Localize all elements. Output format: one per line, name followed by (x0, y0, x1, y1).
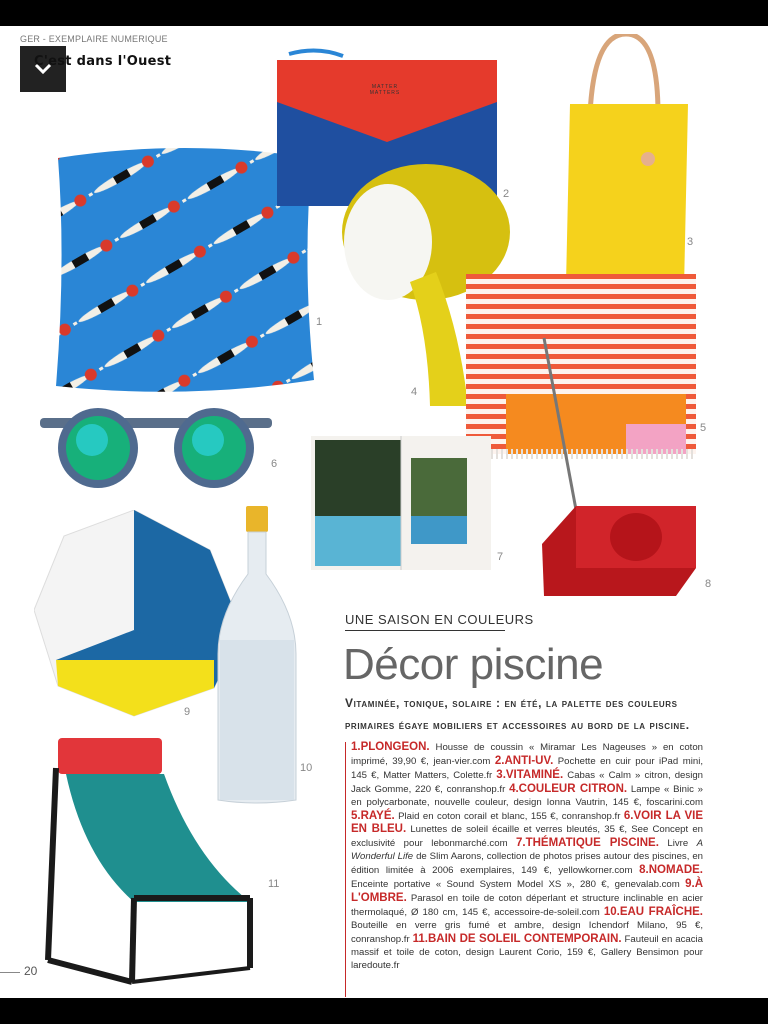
credit-item: 8.NOMADE. Enceinte portative « Sound System Model XS », 280 €, genevalab.com (351, 864, 703, 891)
credit-item: 9.À L'OMBRE. Parasol en toile de coton déperlant et structure inclinable en acier thermolaqué, Ø 180 cm, 145 €, accessoire-de-soleil.com (351, 878, 703, 918)
brand-title: C'est dans l'Ouest (34, 54, 172, 69)
kicker-divider (345, 630, 505, 631)
item-number: 9 (184, 706, 191, 718)
credit-item: 2.ANTI-UV. Pochette en cuir pour iPad mini, 145 €, Matter Matters, Colette.fr (351, 754, 703, 781)
item-number: 7 (497, 551, 504, 563)
sunglasses-image (40, 404, 272, 492)
parasol-image (34, 510, 244, 720)
credit-item: 7.THÉMATIQUE PISCINE. Livre A Wonderful Life de Slim Aarons, collection de photos prises autour des piscines, en édition limitée à 2006 exemplaires, 149 €, yellowkorner.com (351, 837, 704, 877)
pouch-brand: MATTER MATTERS (369, 84, 401, 96)
item-number: 2 (503, 188, 510, 200)
credit-item: 3.VITAMINÉ. Cabas « Calm » citron, design Jack Gomme, 220 €, conranshop.fr (351, 768, 703, 795)
page-number: 20 (24, 964, 38, 978)
item-number: 3 (687, 236, 694, 248)
lounge-chair-image (44, 738, 262, 988)
item-number: 4 (411, 386, 418, 398)
item-number: 11 (268, 878, 280, 890)
credit-item: 5.RAYÉ. Plaid en coton corail et blanc, 155 €, conranshop.fr (351, 809, 621, 822)
folio-rule (0, 972, 20, 973)
item-number: 1 (316, 316, 323, 328)
book-image (311, 436, 491, 570)
credits-body (345, 741, 703, 972)
item-number: 5 (700, 422, 707, 434)
item-number: 10 (300, 762, 313, 774)
credit-item: 11.BAIN DE SOLEIL CONTEMPORAIN. Fauteuil en acacia massif et toile de coton, design Laurent Corio, 159 €, Gallery Bensimon pour laredoute.fr (351, 932, 703, 971)
speaker-image (536, 334, 702, 604)
kicker: UNE SAISON EN COULEURS (345, 612, 534, 627)
credit-item: 1.PLONGEON. Housse de coussin « Miramar Les Nageuses » en coton imprimé, 39,90 €, jean-vier.com (351, 741, 703, 767)
item-number: 6 (271, 458, 278, 470)
credit-item: 4.COULEUR CITRON. Lampe « Binic » en polycarbonate, nouvelle couleur, design Ionna Vautrin, 145 €, foscarini.com (351, 782, 703, 808)
edition-label: GER - EXEMPLAIRE NUMERIQUE (20, 34, 168, 44)
tote-bag-image (560, 34, 692, 292)
credit-item: 6.VOIR LA VIE EN BLEU. Lunettes de soleil écaille et verres bleutés, 35 €, See Concept en exclusivité pour lebonmarché.com (351, 809, 704, 850)
item-number: 8 (705, 578, 712, 590)
credit-item: 10.EAU FRAÎCHE. Bouteille en verre gris fumé et ambre, design Ichendorf Milano, 95 €, conranshop.fr (351, 905, 703, 945)
lede: Vitaminée, tonique, solaire : en été, la palette des couleurs primaires égaye mobiliers et accessoires au bord de la piscine. (345, 696, 690, 732)
magazine-page (0, 26, 768, 998)
page-title: Décor piscine (343, 640, 604, 689)
menu-button[interactable] (20, 46, 66, 92)
